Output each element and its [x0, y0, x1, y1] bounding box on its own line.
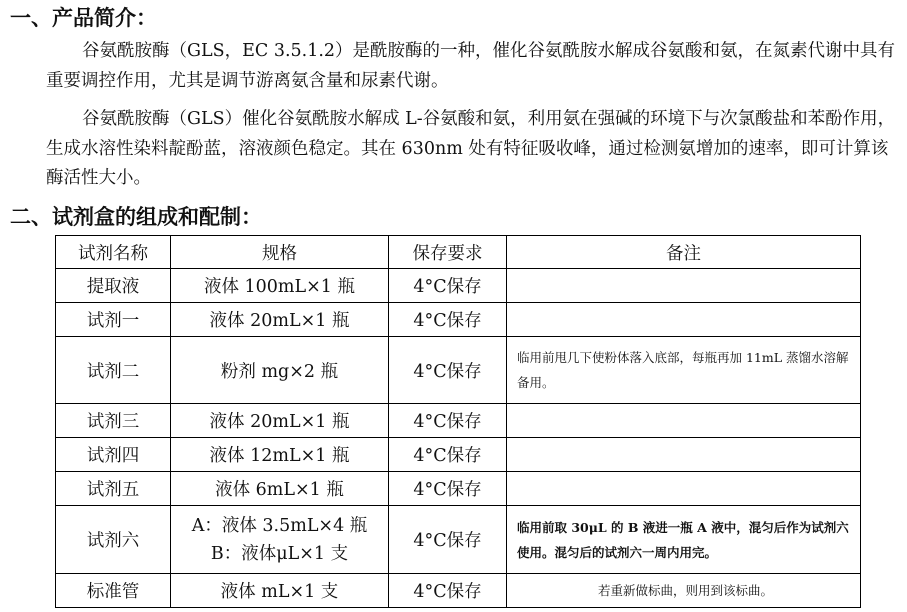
reagent-spec-b: B：液体μL×1 支 — [210, 543, 349, 564]
reagent-spec: 液体 6mL×1 瓶 — [171, 472, 389, 506]
reagent-note — [507, 303, 861, 337]
reagent-spec: 粉剂 mg×2 瓶 — [171, 337, 389, 404]
reagent-name: 试剂一 — [56, 303, 171, 337]
reagent-spec: 液体 12mL×1 瓶 — [171, 438, 389, 472]
reagent-spec — [171, 506, 389, 574]
reagent-storage: 4°C保存 — [389, 269, 507, 303]
table-row — [56, 438, 861, 472]
reagent-name: 标准管 — [56, 574, 171, 608]
table-row — [56, 337, 861, 404]
reagent-spec: 液体 20mL×1 瓶 — [171, 303, 389, 337]
reagent-note — [507, 404, 861, 438]
reagent-name: 试剂五 — [56, 472, 171, 506]
header-note: 备注 — [507, 236, 861, 269]
reagent-note — [507, 472, 861, 506]
reagent-name: 试剂二 — [56, 337, 171, 404]
intro-paragraph-1: 谷氨酰胺酶（GLS，EC 3.5.1.2）是酰胺酶的一种，催化谷氨酰胺水解成谷氨酸和氨，在氮素代谢中具有重要调控作用，尤其是调节游离氨含量和尿素代谢。 — [46, 41, 896, 91]
table-row — [56, 506, 861, 574]
table-row — [56, 574, 861, 608]
reagent-storage: 4°C保存 — [389, 337, 507, 404]
table-row — [56, 472, 861, 506]
header-name: 试剂名称 — [56, 236, 171, 269]
reagent-name: 试剂六 — [56, 506, 171, 574]
reagent-note — [507, 438, 861, 472]
reagent-table — [55, 235, 861, 608]
header-spec: 规格 — [171, 236, 389, 269]
reagent-spec-a: A：液体 3.5mL×4 瓶 — [191, 515, 368, 536]
table-header-row — [56, 236, 861, 269]
section-heading-intro: 一、产品简介： — [10, 6, 157, 30]
header-storage: 保存要求 — [389, 236, 507, 269]
intro-paragraph-2: 谷氨酰胺酶（GLS）催化谷氨酰胺水解成 L-谷氨酸和氨，利用氨在强碱的环境下与次氯酸盐和苯酚作用，生成水溶性染料靛酚蓝，溶液颜色稳定。其在 630nm 处有特征吸收峰，通过检测氨增加的速率，即可计算该酶活性大小。 — [46, 109, 896, 188]
reagent-name: 试剂三 — [56, 404, 171, 438]
table-row — [56, 303, 861, 337]
table-row — [56, 269, 861, 303]
reagent-name: 试剂四 — [56, 438, 171, 472]
reagent-storage: 4°C保存 — [389, 506, 507, 574]
reagent-storage: 4°C保存 — [389, 404, 507, 438]
reagent-spec: 液体 100mL×1 瓶 — [171, 269, 389, 303]
reagent-note — [507, 269, 861, 303]
reagent-storage: 4°C保存 — [389, 303, 507, 337]
reagent-storage: 4°C保存 — [389, 574, 507, 608]
reagent-name: 提取液 — [56, 269, 171, 303]
reagent-note: 临用前甩几下使粉体落入底部，每瓶再加 11mL 蒸馏水溶解备用。 — [507, 337, 861, 404]
section-heading-kit: 二、试剂盒的组成和配制： — [10, 205, 262, 229]
reagent-note: 若重新做标曲，则用到该标曲。 — [507, 574, 861, 608]
reagent-spec: 液体 20mL×1 瓶 — [171, 404, 389, 438]
reagent-storage: 4°C保存 — [389, 472, 507, 506]
reagent-storage: 4°C保存 — [389, 438, 507, 472]
reagent-note: 临用前取 30μL 的 B 液进一瓶 A 液中，混匀后作为试剂六使用。混匀后的试剂六一周内用完。 — [507, 506, 861, 574]
table-row — [56, 404, 861, 438]
reagent-spec: 液体 mL×1 支 — [171, 574, 389, 608]
